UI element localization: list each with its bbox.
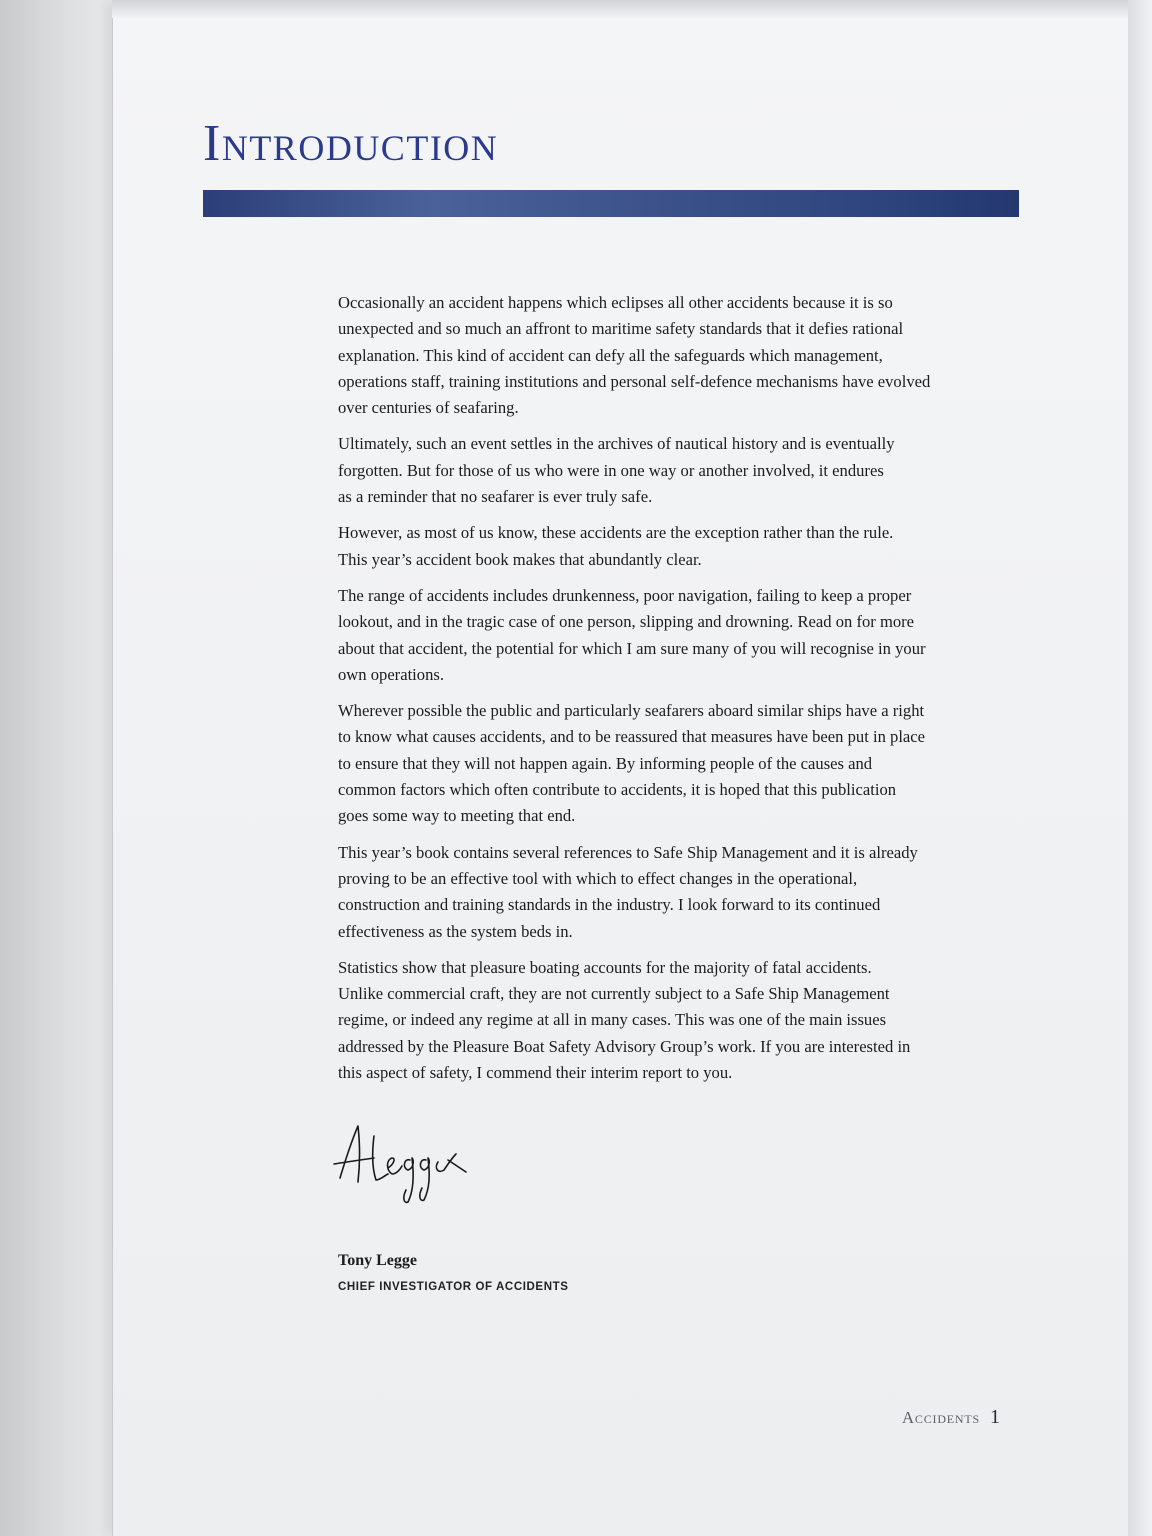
handwritten-signature (330, 1118, 470, 1210)
paragraph: However, as most of us know, these accidents are the exception rather than the rule. This year’s accident book makes that abundantly clear. (338, 523, 894, 569)
signatory-name: Tony Legge (338, 1252, 417, 1269)
top-page-shadow (112, 0, 1128, 18)
page-title: Introduction (203, 115, 499, 172)
right-page-edge (1128, 0, 1152, 1536)
title-rule-bar (203, 190, 1019, 217)
left-page-edge (0, 0, 120, 1536)
paragraph: Wherever possible the public and particularly seafarers aboard similar ships have a right to know what causes accidents, and to be reassured that measures have been put in place to ensure that they will not happen again. By informing people of the causes and common factors which often contribute to accidents, it is hoped that this publication goes some way to meeting that end. (338, 701, 926, 826)
paragraph: Occasionally an accident happens which eclipses all other accidents because it is so unexpected and so much an affront to maritime safety standards that it defies rational explanation. This kind of accident can defy all the safeguards which management, operations staff, training institutions and personal self-defence mechanisms have evolved over centuries of seafaring. (338, 293, 931, 418)
paragraph: This year’s book contains several references to Safe Ship Management and it is already proving to be an effective tool with which to effect changes in the operational, construction and training standards in the industry. I look forward to its continued effectiveness as the system beds in. (338, 842, 918, 941)
paragraph: Ultimately, such an event settles in the archives of nautical history and is eventually forgotten. But for those of us who were in one way or another involved, it endures as a reminder that no seafarer is ever truly safe. (338, 434, 895, 507)
paragraph: The range of accidents includes drunkenness, poor navigation, failing to keep a proper lookout, and in the tragic case of one person, slipping and drowning. Read on for more about that accident, the potential for which I am sure many of you will recognise in your own operations. (338, 585, 926, 684)
footer-section-label: Accidents (901, 1408, 980, 1427)
body-text (338, 290, 1002, 1096)
signatory-title: CHIEF INVESTIGATOR OF ACCIDENTS (338, 1281, 569, 1293)
page-footer (860, 1406, 1000, 1429)
paragraph: Statistics show that pleasure boating accounts for the majority of fatal accidents. Unlike commercial craft, they are not currently subject to a Safe Ship Management regime, or indeed any regime at all in many cases. This was one of the main issues addressed by the Pleasure Boat Safety Advisory Group’s work. If you are interested in this aspect of safety, I commend their interim report to you. (338, 957, 911, 1083)
page-number: 1 (990, 1406, 1000, 1428)
